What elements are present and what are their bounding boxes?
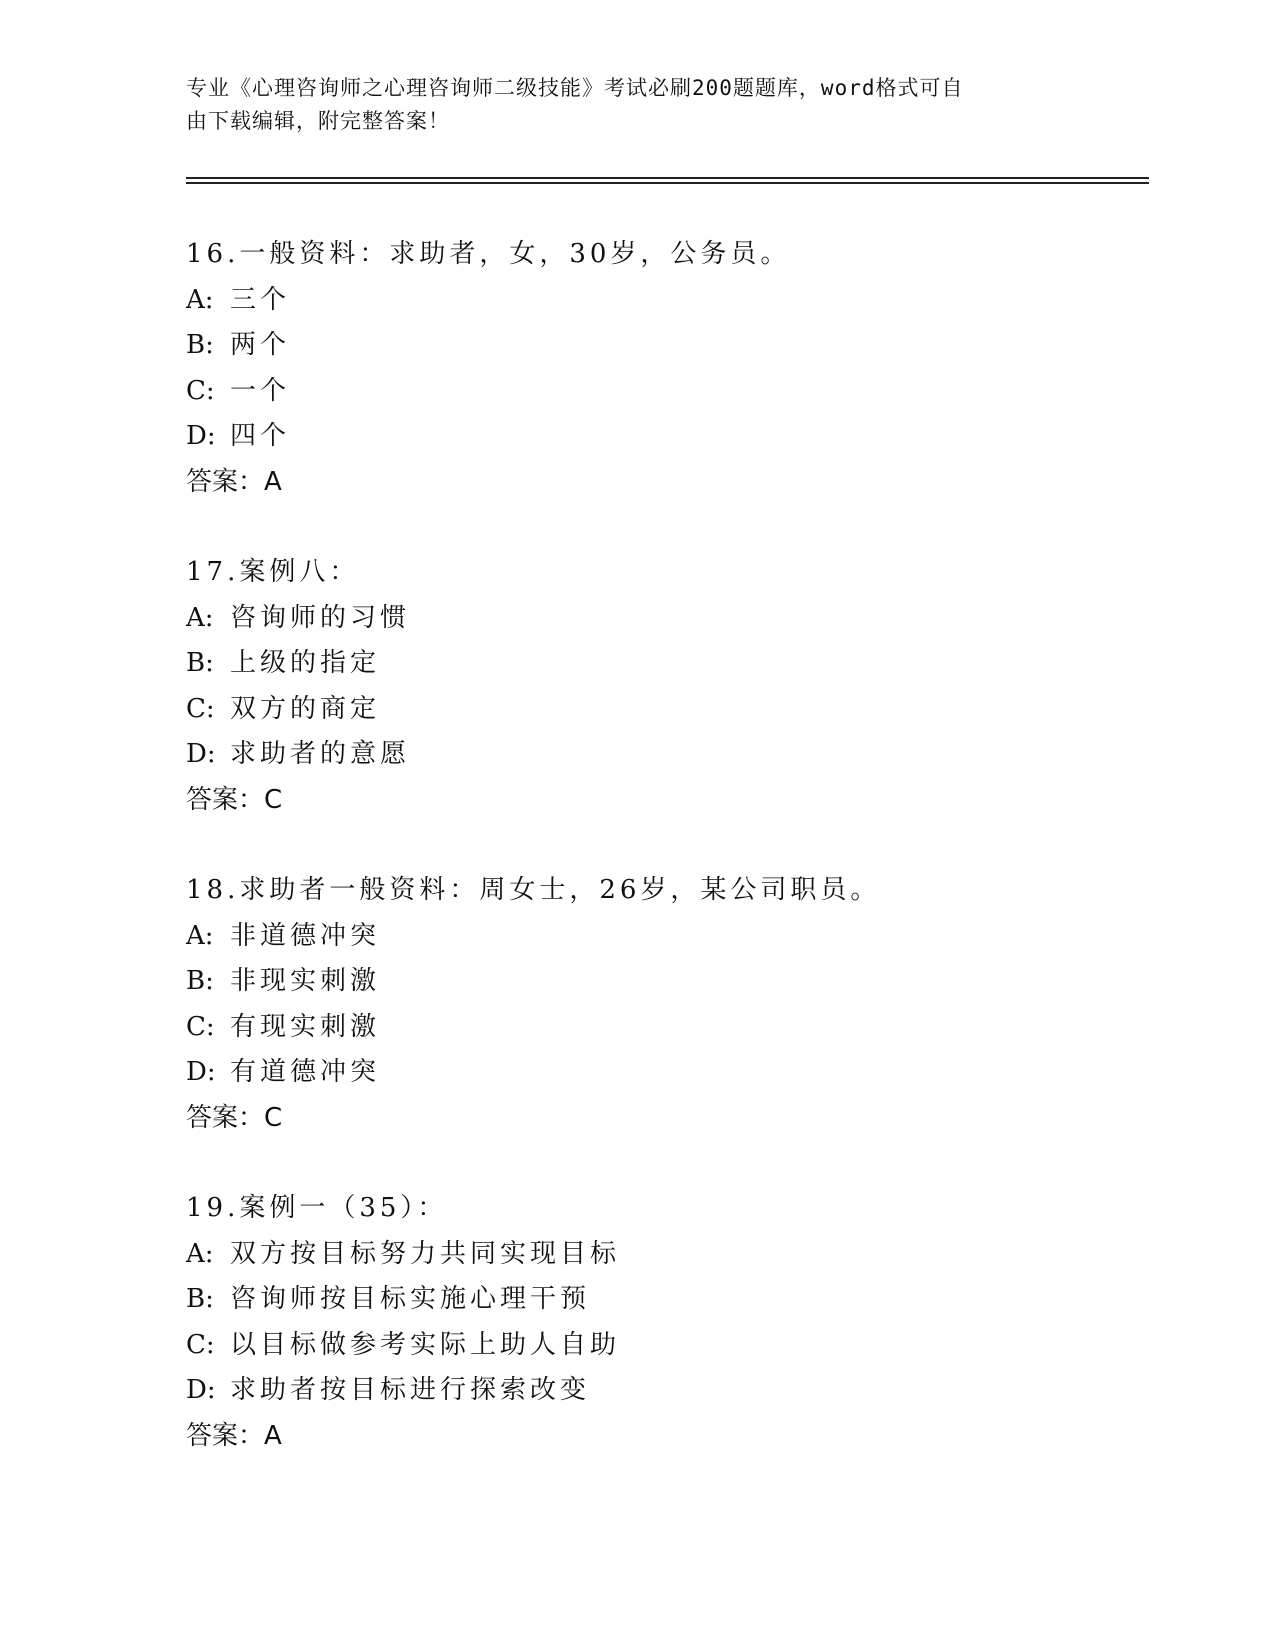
answer-line: 答案：C: [186, 784, 283, 815]
option-c: [186, 369, 1136, 415]
question-stem: 17.案例八：: [186, 557, 360, 587]
option-b: [186, 1277, 1136, 1323]
header-divider-top: [186, 177, 1149, 179]
option-b: [186, 323, 1136, 369]
option-text: 上级的指定: [230, 648, 381, 678]
option-text: 非现实刺激: [230, 966, 381, 996]
option-letter: B:: [186, 1284, 214, 1314]
question-block: [186, 232, 1136, 505]
answer-line: 答案：A: [186, 466, 282, 497]
option-a: [186, 596, 1136, 642]
option-letter: B:: [186, 966, 214, 996]
option-letter: C:: [186, 693, 215, 724]
option-a: [186, 1232, 1136, 1278]
option-d: [186, 732, 1136, 778]
question-stem: 18.求助者一般资料：周女士，26岁，某公司职员。: [186, 875, 881, 905]
option-d: [186, 1050, 1136, 1096]
option-d: [186, 414, 1136, 460]
option-letter: A:: [186, 284, 214, 315]
option-a: [186, 914, 1136, 960]
option-a: [186, 278, 1136, 324]
option-text: 求助者按目标进行探索改变: [230, 1375, 591, 1405]
option-text: 三个: [230, 284, 291, 315]
option-c: [186, 1005, 1136, 1051]
question-stem: 19.案例一（35）：: [186, 1193, 448, 1223]
option-letter: A:: [186, 1238, 214, 1269]
option-letter: C:: [186, 375, 215, 406]
header-line-2: 由下载编辑，附完整答案！: [186, 109, 450, 133]
answer-line: 答案：C: [186, 1102, 283, 1133]
question-block: [186, 868, 1136, 1141]
option-letter: B:: [186, 330, 214, 360]
option-text: 四个: [230, 421, 291, 451]
option-letter: D:: [186, 739, 216, 769]
option-c: [186, 1323, 1136, 1369]
option-letter: D:: [186, 1057, 216, 1087]
option-letter: C:: [186, 1329, 215, 1360]
option-letter: D:: [186, 421, 216, 451]
question-block: [186, 550, 1136, 823]
option-text: 有现实刺激: [230, 1011, 381, 1042]
option-text: 求助者的意愿: [230, 739, 411, 769]
option-b: [186, 641, 1136, 687]
option-b: [186, 959, 1136, 1005]
question-stem: 16.一般资料：求助者，女，30岁，公务员。: [186, 239, 791, 269]
option-c: [186, 687, 1136, 733]
header-divider-bottom: [186, 182, 1149, 184]
option-text: 双方按目标努力共同实现目标: [230, 1238, 621, 1269]
document-header: [186, 72, 1066, 138]
option-d: [186, 1368, 1136, 1414]
option-text: 有道德冲突: [230, 1057, 381, 1087]
option-text: 咨询师按目标实施心理干预: [230, 1284, 591, 1314]
option-text: 双方的商定: [230, 693, 381, 724]
option-text: 非道德冲突: [230, 920, 381, 951]
option-text: 两个: [230, 330, 291, 360]
header-line-1: 专业《心理咨询师之心理咨询师二级技能》考试必刷200题题库，word格式可自: [186, 76, 964, 100]
option-letter: B:: [186, 648, 214, 678]
option-letter: D:: [186, 1375, 216, 1405]
question-block: [186, 1186, 1136, 1459]
answer-line: 答案：A: [186, 1420, 282, 1451]
option-text: 咨询师的习惯: [230, 602, 411, 633]
option-letter: C:: [186, 1011, 215, 1042]
option-letter: A:: [186, 920, 214, 951]
option-letter: A:: [186, 602, 214, 633]
option-text: 一个: [230, 375, 291, 406]
option-text: 以目标做参考实际上助人自助: [230, 1329, 621, 1360]
